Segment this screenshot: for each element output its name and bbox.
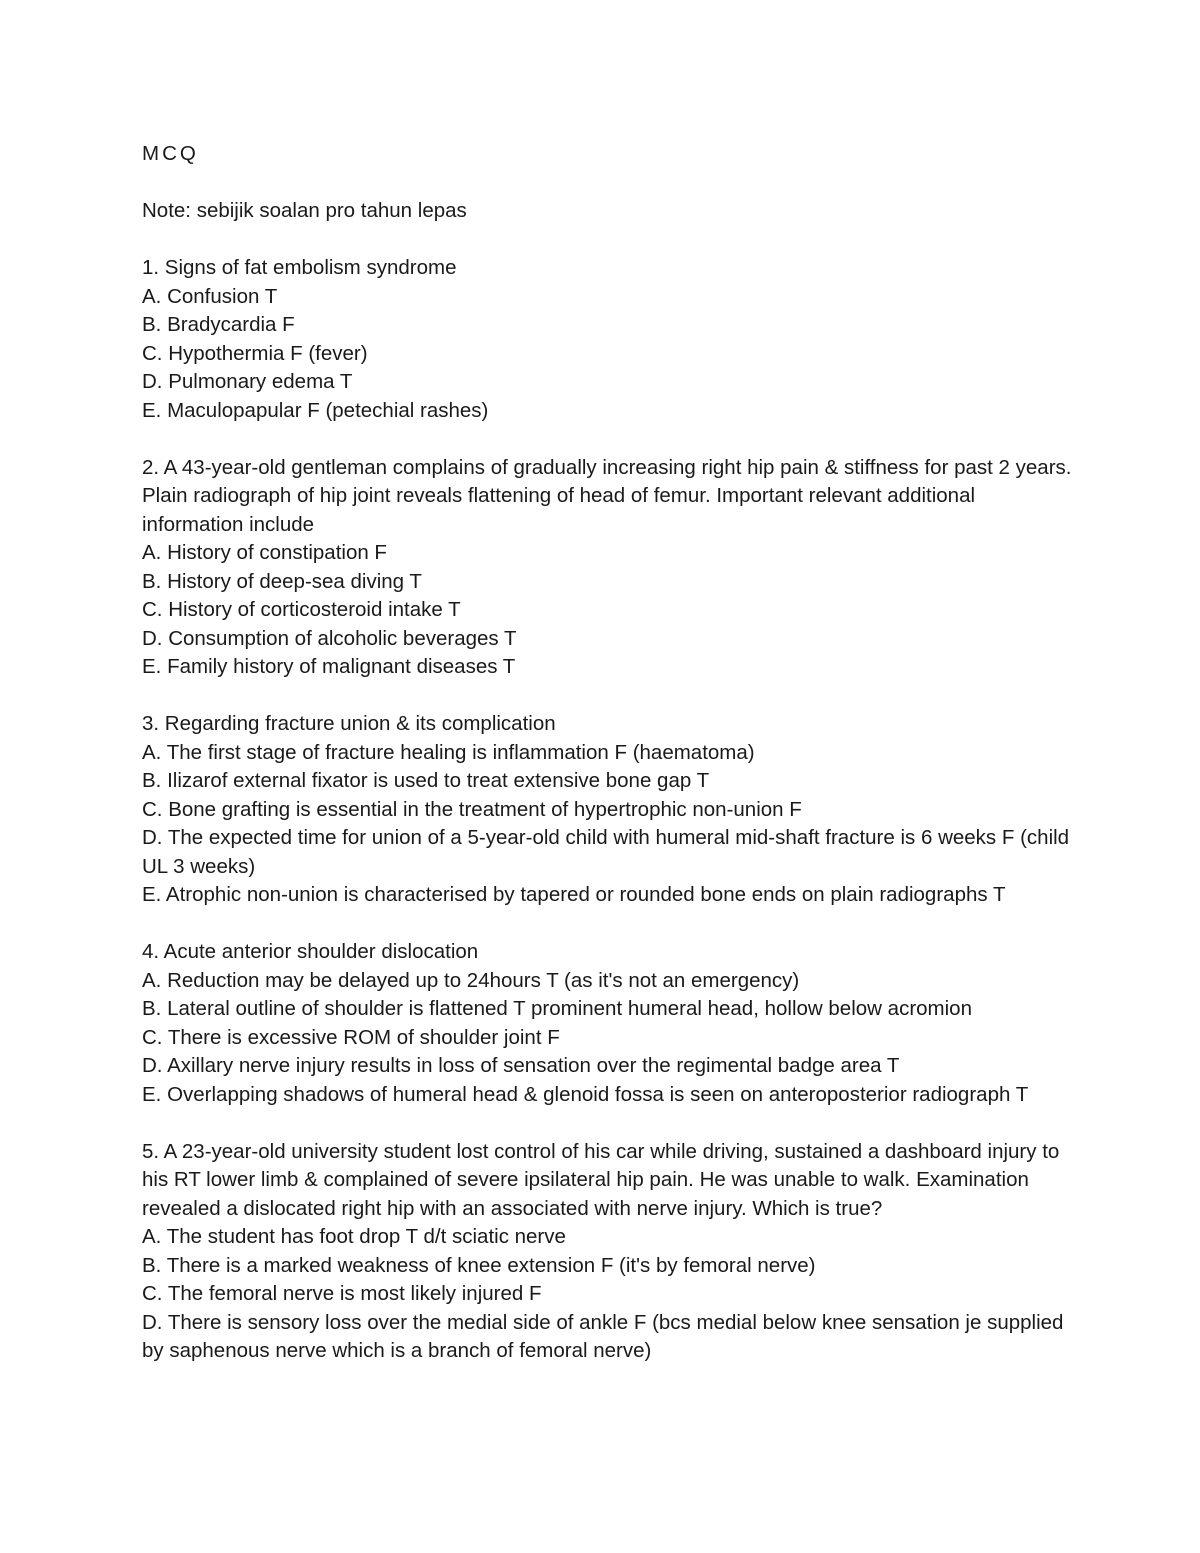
answer-option: A. Confusion T bbox=[142, 284, 278, 308]
document-page bbox=[142, 140, 1082, 1366]
answer-option: D. There is sensory loss over the medial side of ankle F (bcs medial below knee sensation je supplied by saphenous nerve which is a branch of femoral nerve) bbox=[142, 1310, 1064, 1362]
document-note: Note: sebijik soalan pro tahun lepas bbox=[142, 199, 467, 222]
answer-option: C. History of corticosteroid intake T bbox=[142, 598, 461, 621]
question-stem: 2. A 43-year-old gentleman complains of gradually increasing right hip pain & stiffness for past 2 years. Plain radiograph of hip joint reveals flattening of head of femur. Important relevant additional information include bbox=[142, 455, 1072, 536]
question-stem: 1. Signs of fat embolism syndrome bbox=[142, 256, 457, 279]
answer-option: C. The femoral nerve is most likely injured F bbox=[142, 1282, 542, 1305]
answer-option: A. The first stage of fracture healing is inflammation F (haematoma) bbox=[142, 740, 755, 764]
question-stem: 3. Regarding fracture union & its complication bbox=[142, 712, 556, 735]
answer-option: C. Hypothermia F (fever) bbox=[142, 341, 368, 365]
answer-option: D. Consumption of alcoholic beverages T bbox=[142, 626, 517, 650]
document-title: MCQ bbox=[142, 142, 199, 165]
answer-option: B. Ilizarof external fixator is used to treat extensive bone gap T bbox=[142, 769, 710, 792]
answer-option: D. Axillary nerve injury results in loss of sensation over the regimental badge area T bbox=[142, 1054, 900, 1077]
answer-option: A. Reduction may be delayed up to 24hours T (as it's not an emergency) bbox=[142, 968, 800, 992]
answer-option: B. Bradycardia F bbox=[142, 313, 295, 336]
answer-option: D. Pulmonary edema T bbox=[142, 370, 353, 393]
question-5 bbox=[142, 1138, 1082, 1366]
answer-option: C. There is excessive ROM of shoulder joint F bbox=[142, 1025, 560, 1049]
question-4 bbox=[142, 938, 1082, 1109]
answer-option: E. Maculopapular F (petechial rashes) bbox=[142, 398, 489, 422]
answer-option: E. Family history of malignant diseases T bbox=[142, 655, 516, 678]
question-2 bbox=[142, 454, 1082, 682]
answer-option: A. The student has foot drop T d/t sciatic nerve bbox=[142, 1225, 566, 1248]
answer-option: B. History of deep-sea diving T bbox=[142, 569, 422, 593]
question-stem: 4. Acute anterior shoulder dislocation bbox=[142, 940, 479, 963]
question-3 bbox=[142, 710, 1082, 910]
answer-option: D. The expected time for union of a 5-year-old child with humeral mid-shaft fracture is 6 weeks F (child UL 3 weeks) bbox=[142, 826, 1070, 878]
question-1 bbox=[142, 254, 1082, 425]
question-stem: 5. A 23-year-old university student lost control of his car while driving, sustained a dashboard injury to his RT lower limb & complained of severe ipsilateral hip pain. He was unable to walk. Examination revealed a dislocated right hip with an associated with nerve injury. Which is true? bbox=[142, 1139, 1060, 1220]
answer-option: E. Atrophic non-union is characterised by tapered or rounded bone ends on plain radiographs T bbox=[142, 883, 1006, 906]
answer-option: A. History of constipation F bbox=[142, 541, 387, 564]
answer-option: B. Lateral outline of shoulder is flattened T prominent humeral head, hollow below acromion bbox=[142, 997, 972, 1020]
answer-option: B. There is a marked weakness of knee extension F (it's by femoral nerve) bbox=[142, 1253, 816, 1277]
answer-option: C. Bone grafting is essential in the treatment of hypertrophic non-union F bbox=[142, 797, 802, 821]
answer-option: E. Overlapping shadows of humeral head & glenoid fossa is seen on anteroposterior radiograph T bbox=[142, 1082, 1029, 1106]
